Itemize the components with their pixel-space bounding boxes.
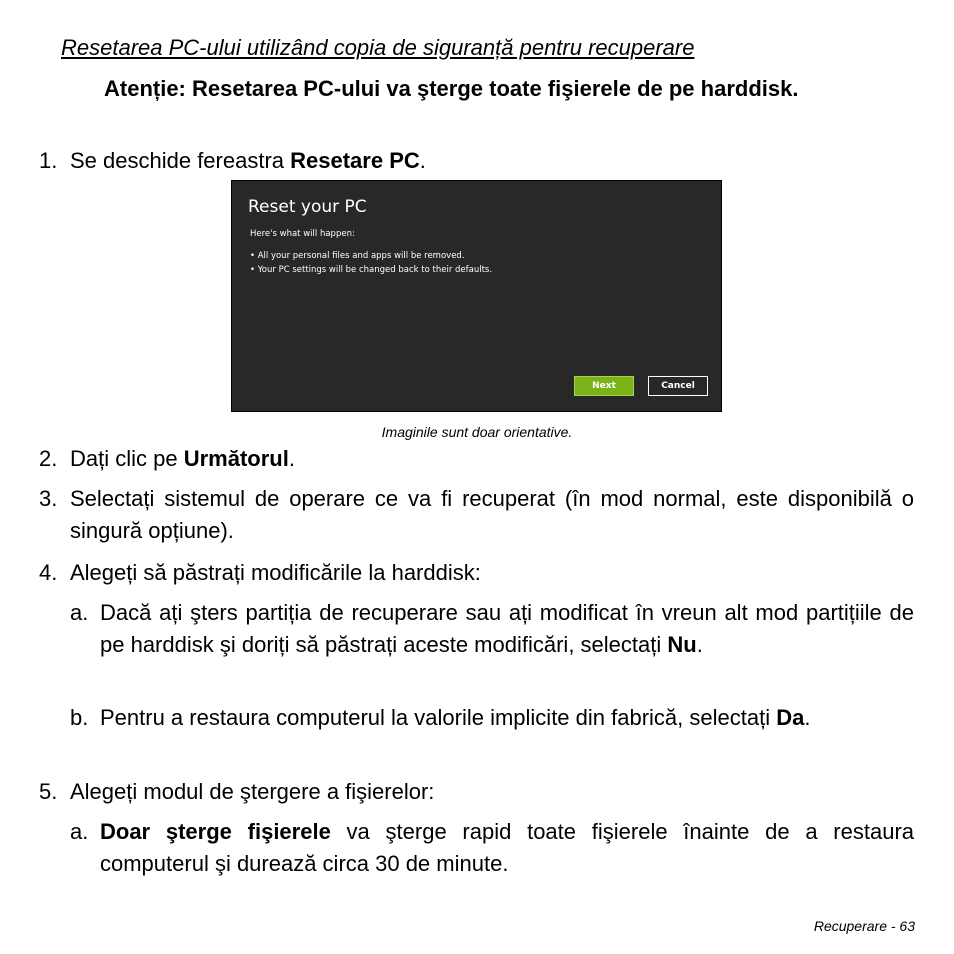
next-button[interactable]: Next: [574, 376, 634, 396]
substep-letter: b.: [70, 705, 89, 730]
step-text: Alegeți modul de ştergere a fişierelor:: [70, 779, 435, 804]
substep-letter: a.: [70, 600, 89, 625]
warning-text: Atenție: Resetarea PC-ului va şterge toate fişierele de pe harddisk.: [104, 76, 799, 101]
page-footer: Recuperare - 63: [813, 918, 915, 934]
substep-letter: a.: [70, 819, 89, 844]
step-number: 3.: [39, 486, 58, 511]
step-text: Alegeți să păstrați modificările la harddisk:: [70, 560, 481, 585]
cancel-button[interactable]: Cancel: [648, 376, 708, 396]
reset-pc-dialog: [231, 180, 722, 412]
step-number: 2.: [39, 446, 58, 471]
image-caption: Imaginile sunt doar orientative.: [381, 424, 573, 440]
dialog-title: Reset your PC: [248, 197, 367, 217]
step-number: 5.: [39, 779, 58, 804]
section-heading: Resetarea PC-ului utilizând copia de siguranță pentru recuperare: [61, 35, 695, 60]
substep-text: Pentru a restaura computerul la valorile implicite din fabrică, selectați Da.: [100, 705, 811, 730]
dialog-subtitle: Here's what will happen:: [250, 229, 355, 239]
step-text: Selectați sistemul de operare ce va fi recuperat (în mod normal, este disponibilă o singură opțiune).: [70, 486, 914, 543]
dialog-bullet: • Your PC settings will be changed back to their defaults.: [250, 265, 493, 275]
substep-text: Doar şterge fişierele va şterge rapid toate fişierele înainte de a restaura computerul şi durează circa 30 de minute.: [100, 819, 915, 876]
step-number: 4.: [39, 560, 58, 585]
step-number: 1.: [39, 148, 58, 173]
dialog-bullet: • All your personal files and apps will be removed.: [250, 251, 465, 261]
step-text: Dați clic pe Următorul.: [70, 446, 295, 471]
substep-text: Dacă ați şters partiția de recuperare sau ați modificat în vreun alt mod partițiile de pe harddisk şi doriți să păstrați aceste modificări, selectați Nu.: [100, 600, 914, 657]
step-text: Se deschide fereastra Resetare PC.: [70, 148, 426, 173]
